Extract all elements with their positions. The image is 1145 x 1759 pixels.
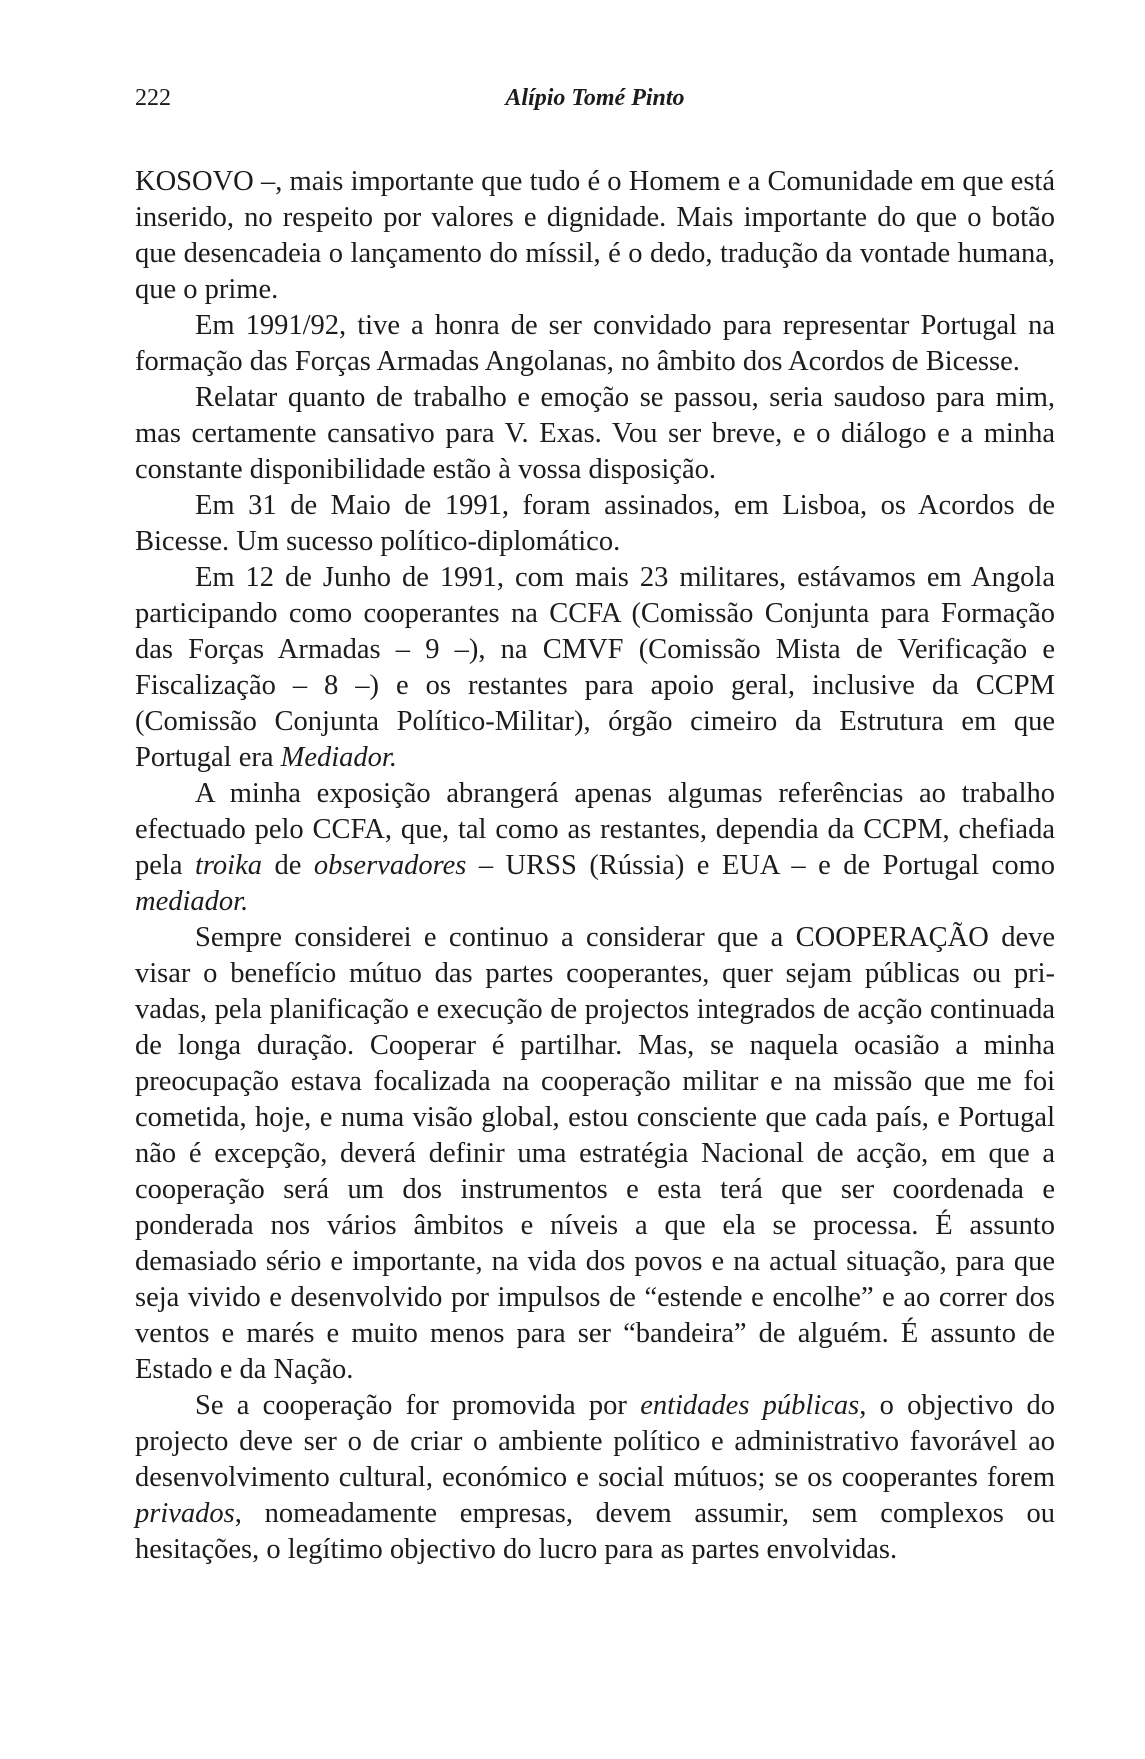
paragraph xyxy=(135,920,1055,1388)
text-run: de xyxy=(261,850,314,881)
text-run: Sempre considerei e continuo a considerar que a COOPERAÇÃO deve visar o benefício mútuo das partes cooperantes, quer sejam públicas ou privadas, pela planificação e execução de projectos integrados de acção continuada de longa duração. Cooperar é partilhar. Mas, se naquela ocasião a minha preocupação estava focalizada na cooperação militar e na missão que me foi cometida, hoje, e numa visão global, estou consciente que cada país, e Portugal não é excepção, deverá definir uma estratégia Nacional de acção, em que a cooperação será um dos instrumentos e esta terá que ser coordenada e ponderada nos vários âmbitos e níveis a que ela se processa. É assunto demasiado sério e importante, na vida dos povos e na actual situação, para que seja vivido e desenvolvido por impulsos de “estende e encolhe” e ao correr dos ventos e marés e muito menos para ser “bandeira” de alguém. É assunto de Estado e da Nação. xyxy=(135,922,1055,1385)
book-page xyxy=(135,78,1055,1568)
italic-text: privados xyxy=(135,1498,235,1529)
paragraph xyxy=(135,560,1055,776)
page-number: 222 xyxy=(135,85,171,111)
body-text xyxy=(135,164,1055,1568)
text-run: – URSS (Rússia) e EUA – e de Portugal como xyxy=(466,850,1055,881)
paragraph xyxy=(135,308,1055,380)
text-run: Em 1991/92, tive a honra de ser convidado para representar Portugal na formação das Forças Armadas Angolanas, no âmbito dos Acordos de Bicesse. xyxy=(135,310,1055,377)
italic-text: troika xyxy=(194,850,262,881)
text-run: KOSOVO –, mais importante que tudo é o Homem e a Comunidade em que está inserido, no respeito por valores e dignidade. Mais importante do que o botão que desencadeia o lançamento do míssil, é o dedo, tradução da vontade humana, que o prime. xyxy=(135,166,1055,305)
paragraph xyxy=(135,164,1055,308)
paragraph xyxy=(135,1388,1055,1568)
running-title: Alípio Tomé Pinto xyxy=(505,85,685,111)
text-run: , o objectivo do projecto deve ser o de criar o ambiente político e administrativo favorável ao desenvolvimento cultural, económico e social mútuos; se os cooperantes forem xyxy=(135,1390,1055,1493)
italic-text: observadores xyxy=(313,850,467,881)
text-run: Relatar quanto de trabalho e emoção se passou, seria saudoso para mim, mas certamente cansativo para V. Exas. Vou ser breve, e o diálogo e a minha constante disponibilidade estão à vossa disposição. xyxy=(135,382,1055,485)
italic-text: Mediador. xyxy=(280,742,397,773)
running-header xyxy=(135,78,1055,118)
paragraph xyxy=(135,380,1055,488)
text-run: Se a cooperação for promovida por xyxy=(195,1390,641,1421)
text-run: , nomeadamente empresas, devem assumir, sem complexos ou hesitações, o legítimo objectivo do lucro para as partes envolvidas. xyxy=(135,1498,1055,1565)
italic-text: entidades públicas xyxy=(640,1390,860,1421)
paragraph xyxy=(135,776,1055,920)
text-run: Em 12 de Junho de 1991, com mais 23 militares, estávamos em Angola participando como cooperantes na CCFA (Comissão Conjunta para Formação das Forças Armadas – 9 –), na CMVF (Comissão Mista de Verificação e Fiscalização – 8 –) e os restantes para apoio geral, inclusive da CCPM (Comissão Conjunta Político-Militar), órgão cimeiro da Estrutura em que Portugal era xyxy=(135,562,1055,773)
text-run: Em 31 de Maio de 1991, foram assinados, em Lisboa, os Acordos de Bicesse. Um sucesso político-diplomático. xyxy=(135,490,1055,557)
text-run: A minha exposição abrangerá apenas algumas referências ao trabalho efectuado pelo CCFA, que, tal como as restantes, dependia da CCPM, chefiada pela xyxy=(135,778,1055,881)
italic-text: mediador. xyxy=(135,886,249,917)
paragraph xyxy=(135,488,1055,560)
